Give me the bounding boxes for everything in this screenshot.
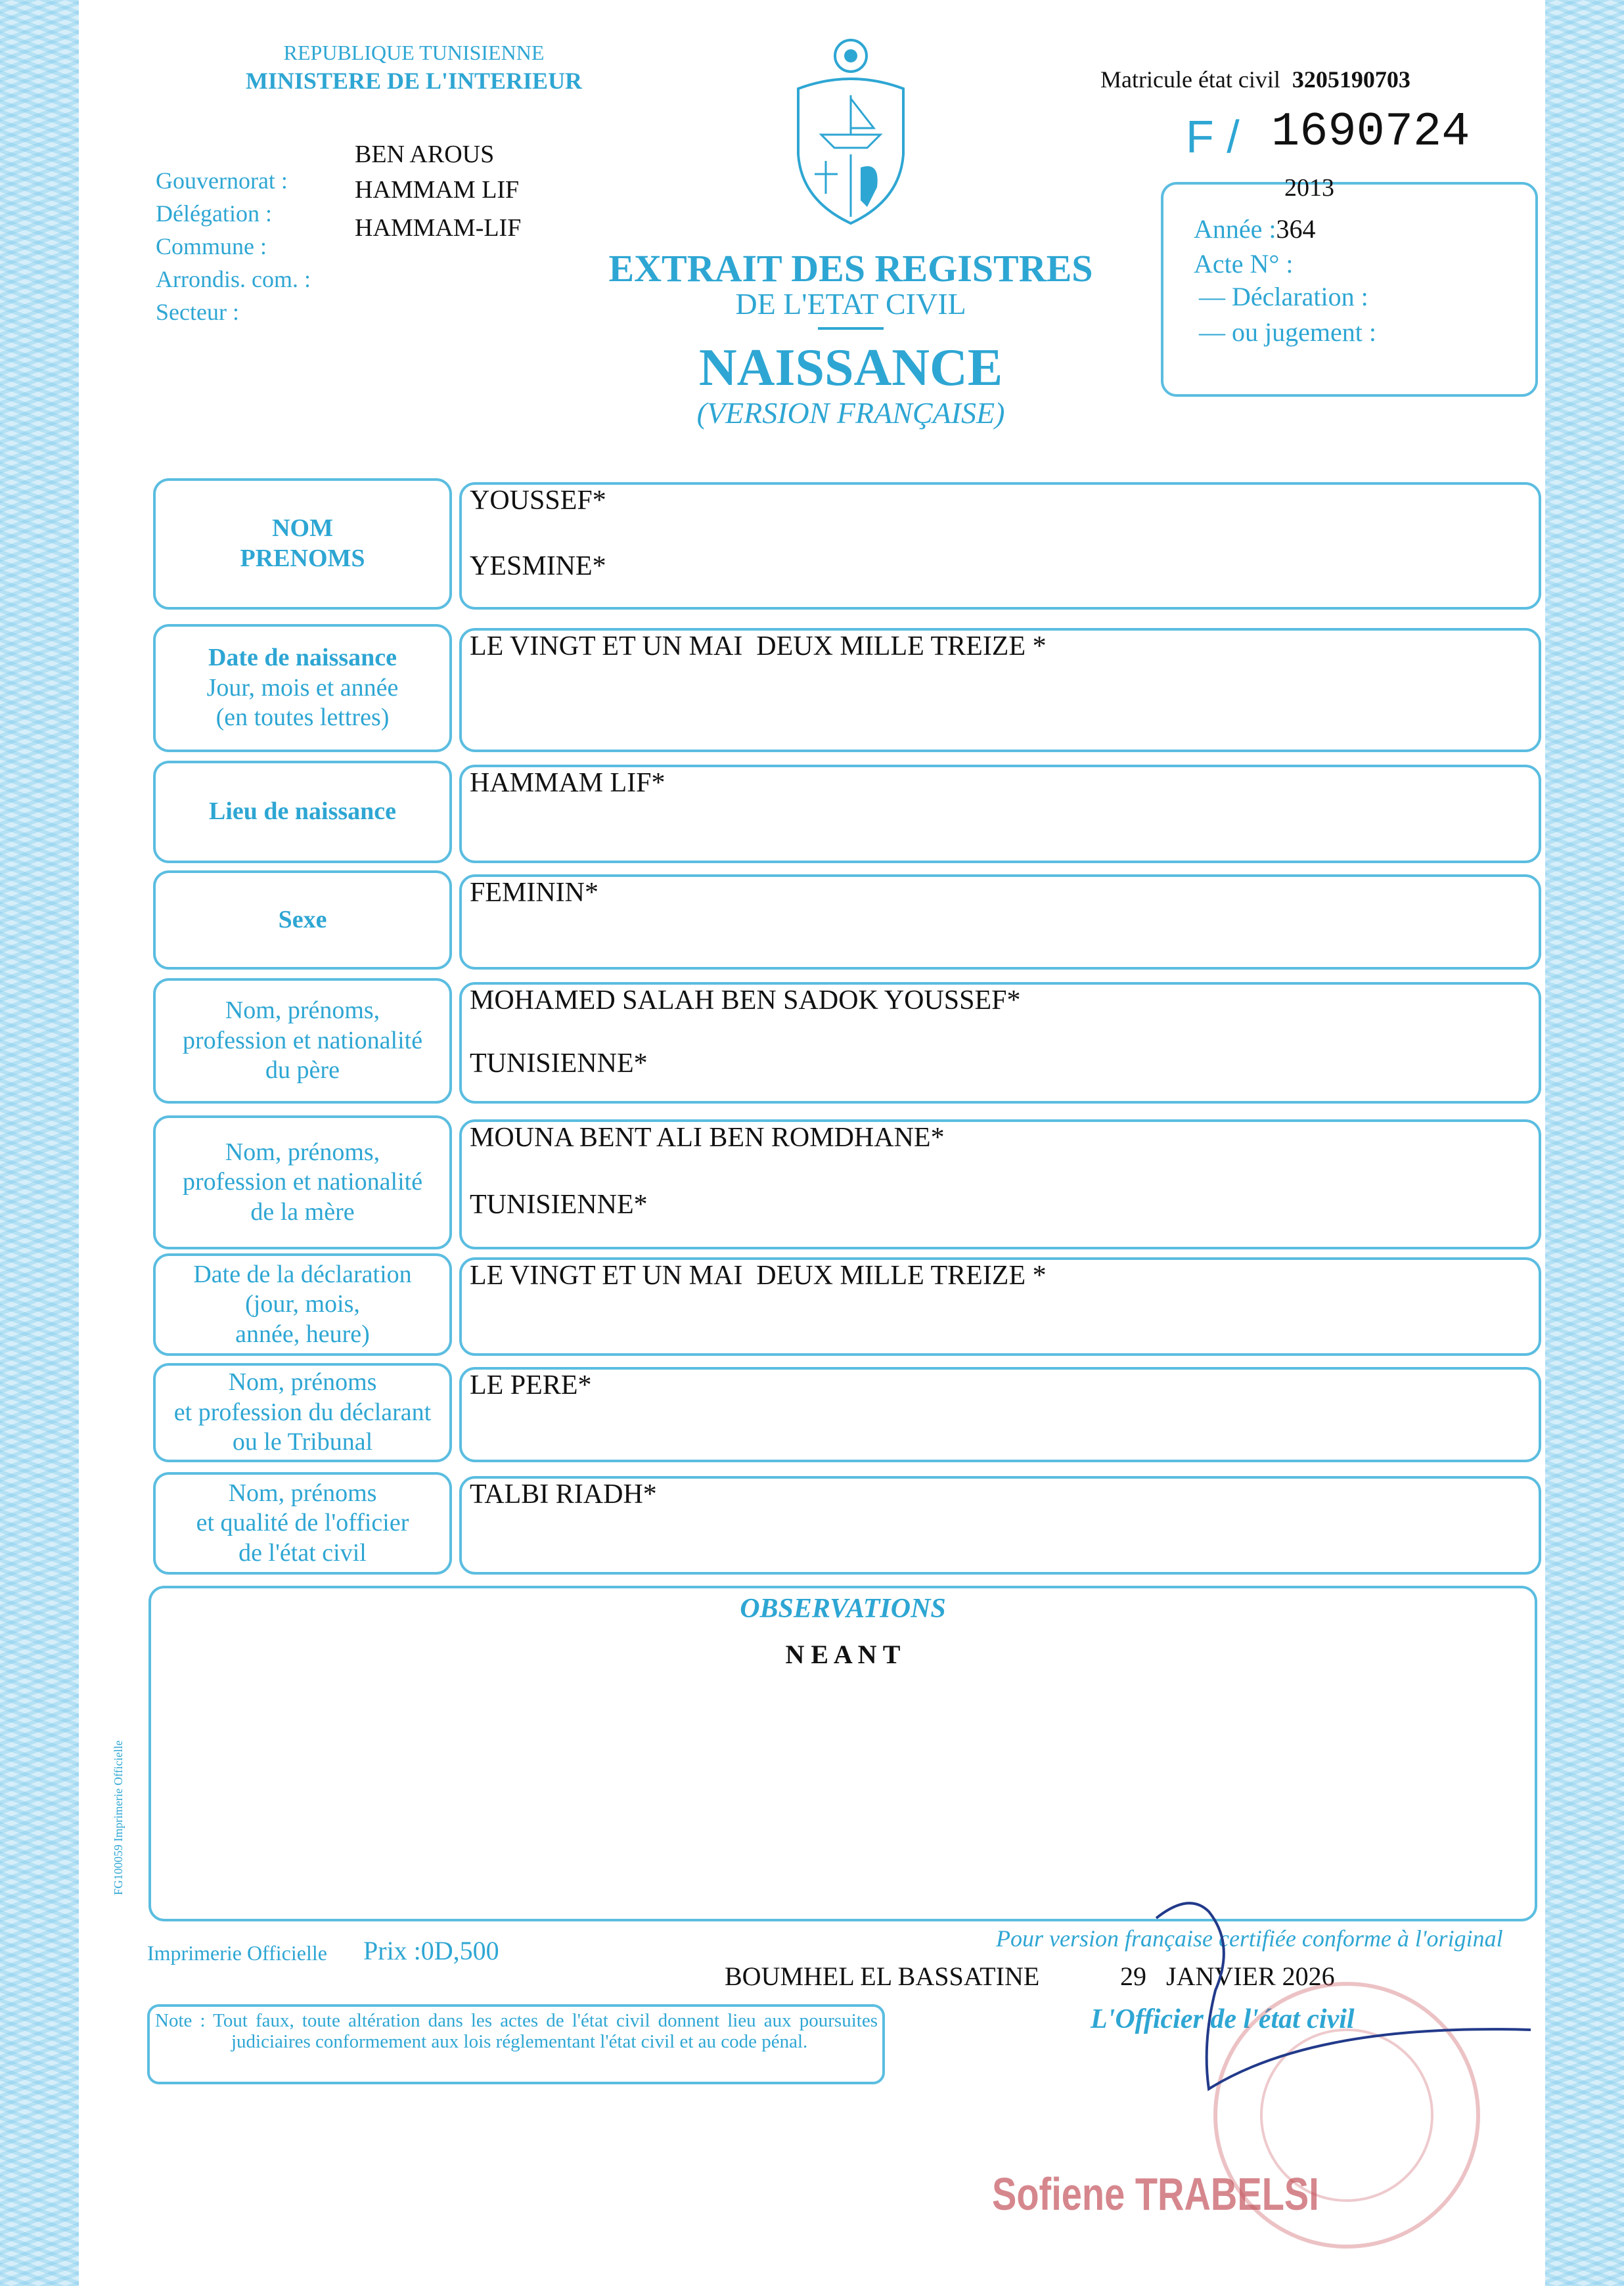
row-label: Nom, prénoms xyxy=(228,1479,377,1507)
row-label: (jour, mois, xyxy=(245,1290,360,1318)
issue-date: 29 JANVIER 2026 xyxy=(1120,1961,1335,1991)
admin-labels xyxy=(156,164,311,328)
row-label: profession et nationalité xyxy=(182,1026,423,1054)
row-label: Jour, mois et année xyxy=(206,673,399,702)
row-label: et profession du déclarant xyxy=(173,1398,432,1426)
jugement-label: — ou jugement : xyxy=(1199,317,1376,347)
annee xyxy=(1194,213,1316,244)
row-value: MOUNA BENT ALI BEN ROMDHANE* xyxy=(470,1123,945,1153)
row-label: Sexe xyxy=(278,905,327,933)
observations-value: N E A N T xyxy=(785,1640,901,1669)
note-text: Note : Tout faux, toute altération dans les actes de l'état civil donnent lieu aux poursuites judiciaires conformement aux lois réglementant l'état civil et au code pénal. xyxy=(155,2010,878,2052)
price-label: Prix :0D,500 xyxy=(363,1936,499,1965)
printer-label: Imprimerie Officielle xyxy=(147,1941,327,1965)
matricule xyxy=(1100,66,1410,93)
row-label: (en toutes lettres) xyxy=(215,704,390,732)
row-label: Nom, prénoms, xyxy=(225,1138,380,1166)
gouvernorat-value: BEN AROUS xyxy=(355,141,495,168)
form-code: FG100059 Imprimerie Officielle xyxy=(112,1740,125,1895)
row-label-box xyxy=(153,1363,452,1462)
row-label: Date de la déclaration xyxy=(193,1260,412,1288)
row-label-box xyxy=(153,1253,452,1356)
acte-year: 2013 xyxy=(1284,174,1334,202)
acte-label: Acte N° : xyxy=(1194,249,1294,279)
issue-place: BOUMHEL EL BASSATINE xyxy=(725,1961,1040,1991)
officer-label: L'Officier de l'état civil xyxy=(1091,2004,1355,2034)
row-label: Nom, prénoms xyxy=(228,1368,377,1397)
row-value: TUNISIENNE* xyxy=(470,1190,648,1220)
label-secteur: Secteur : xyxy=(156,299,239,325)
row-value-box xyxy=(459,874,1541,970)
title-etat-civil: DE L'ETAT CIVIL xyxy=(735,287,966,321)
row-label: année, heure) xyxy=(235,1320,370,1348)
coat-of-arms-icon xyxy=(788,36,913,227)
serial-prefix: F / xyxy=(1186,111,1240,162)
row-value: LE VINGT ET UN MAI DEUX MILLE TREIZE * xyxy=(470,1261,1047,1291)
row-label-box xyxy=(153,761,452,863)
matricule-value: 3205190703 xyxy=(1292,66,1410,93)
row-label: de la mère xyxy=(250,1198,355,1226)
delegation-value: HAMMAM LIF xyxy=(355,176,520,204)
row-label: NOM xyxy=(272,514,333,543)
label-gouvernorat: Gouvernorat : xyxy=(156,168,288,194)
row-label-box xyxy=(153,1472,452,1575)
officer-name-stamp: Sofiene TRABELSI xyxy=(992,2168,1319,2220)
row-label: PRENOMS xyxy=(240,545,365,572)
row-label-box xyxy=(153,870,452,970)
row-value: MOHAMED SALAH BEN SADOK YOUSSEF* xyxy=(470,985,1021,1016)
observations-box xyxy=(148,1586,1537,1921)
row-label: Lieu de naissance xyxy=(208,797,397,826)
title-version: (VERSION FRANÇAISE) xyxy=(696,396,1005,430)
label-commune: Commune : xyxy=(156,233,267,259)
signature-icon xyxy=(1150,1892,1544,2102)
row-value: TUNISIENNE* xyxy=(470,1048,648,1079)
commune-value: HAMMAM-LIF xyxy=(355,214,522,242)
row-label-box xyxy=(153,478,452,610)
row-value: FEMININ* xyxy=(470,878,598,908)
row-label: Date de naissance xyxy=(208,644,397,672)
certified-label: Pour version française certifiée conforme à l'original xyxy=(996,1925,1503,1952)
observations-label: OBSERVATIONS xyxy=(740,1594,946,1624)
row-label-box xyxy=(153,1115,452,1249)
row-label-box xyxy=(153,978,452,1104)
row-label: profession et nationalité xyxy=(182,1168,423,1196)
title-divider xyxy=(818,327,884,330)
declaration-label: — Déclaration : xyxy=(1199,282,1368,311)
row-value: LE VINGT ET UN MAI DEUX MILLE TREIZE * xyxy=(470,631,1047,661)
ministry-label: MINISTERE DE L'INTERIEUR xyxy=(245,68,583,94)
row-label-box xyxy=(153,624,452,752)
left-guilloche-border xyxy=(0,0,79,2286)
title-extrait: EXTRAIT DES REGISTRES xyxy=(608,247,1093,290)
row-value: TALBI RIADH* xyxy=(470,1479,657,1510)
row-value: YOUSSEF* xyxy=(470,485,606,516)
label-arrondissement: Arrondis. com. : xyxy=(156,266,311,292)
row-label: de l'état civil xyxy=(238,1538,367,1567)
row-label: et qualité de l'officier xyxy=(196,1509,409,1537)
row-value-box xyxy=(459,1367,1541,1462)
label-delegation: Délégation : xyxy=(156,200,272,227)
annee-value: 364 xyxy=(1276,214,1316,244)
row-label: du père xyxy=(265,1056,340,1085)
right-guilloche-border xyxy=(1545,0,1624,2286)
row-value: HAMMAM LIF* xyxy=(470,768,665,798)
republic-label: REPUBLIQUE TUNISIENNE xyxy=(283,41,545,64)
matricule-label: Matricule état civil xyxy=(1100,66,1280,93)
title-naissance: NAISSANCE xyxy=(698,339,1003,397)
row-value: YESMINE* xyxy=(470,551,606,581)
annee-label: Année : xyxy=(1194,214,1276,244)
row-label: Nom, prénoms, xyxy=(225,997,380,1025)
row-label: ou le Tribunal xyxy=(232,1428,373,1456)
row-value-box xyxy=(459,482,1541,610)
serial-number: 1690724 xyxy=(1271,105,1470,159)
row-value: LE PERE* xyxy=(470,1370,592,1401)
